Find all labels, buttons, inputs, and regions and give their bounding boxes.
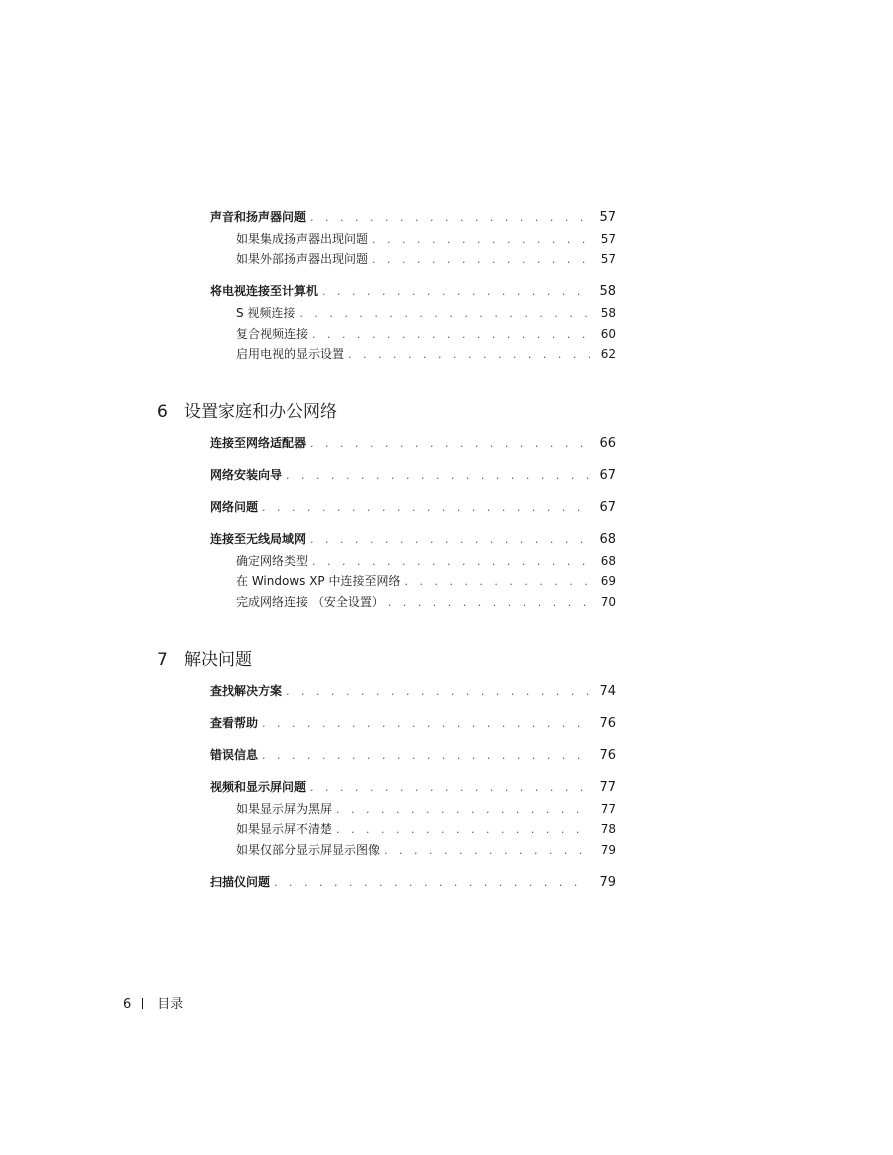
chapter-heading[interactable]: [157, 645, 252, 670]
page-number: 70: [600, 595, 616, 609]
leader-dots: [299, 307, 590, 320]
page-number: 57: [600, 232, 616, 246]
chapter-title: 设置家庭和办公网络: [184, 402, 337, 422]
entry-label: S 视频连接: [236, 306, 296, 320]
footer-divider: [142, 998, 143, 1009]
leader-dots: [336, 823, 590, 836]
page-footer: [123, 993, 183, 1012]
toc-section-entry[interactable]: [210, 778, 616, 795]
chapter-title: 解决问题: [184, 650, 252, 670]
entry-label: 网络安装向导: [210, 468, 283, 482]
toc-subsection-entry[interactable]: [236, 304, 616, 321]
entry-label: 如果显示屏为黑屏: [236, 802, 333, 816]
leader-dots: [262, 501, 590, 514]
chapter-number: 6: [157, 402, 168, 422]
leader-dots: [310, 437, 590, 450]
entry-label: 查找解决方案: [210, 684, 283, 698]
toc-section-entry[interactable]: [210, 282, 616, 299]
footer-section-title: 目录: [157, 997, 184, 1012]
entry-label: 确定网络类型: [236, 554, 309, 568]
page-number: 57: [600, 252, 616, 266]
entry-label: 连接至网络适配器: [210, 436, 307, 450]
toc-subsection-entry[interactable]: [236, 250, 616, 267]
leader-dots: [372, 253, 590, 266]
toc-section-entry[interactable]: [210, 498, 616, 515]
page-number: 57: [599, 210, 616, 225]
page-number: 68: [599, 532, 616, 547]
page-number: 76: [599, 716, 616, 731]
toc-section-entry[interactable]: [210, 434, 616, 451]
toc-subsection-entry[interactable]: [236, 325, 616, 342]
footer-page-number: 6: [123, 997, 132, 1012]
page-number: 76: [599, 748, 616, 763]
leader-dots: [286, 685, 590, 698]
page-number: 67: [599, 500, 616, 515]
entry-label: 在 Windows XP 中连接至网络: [236, 574, 401, 588]
leader-dots: [384, 844, 590, 857]
toc-section-entry[interactable]: [210, 208, 616, 225]
entry-label: 复合视频连接: [236, 327, 309, 341]
entry-label: 如果仅部分显示屏显示图像: [236, 843, 381, 857]
toc-subsection-entry[interactable]: [236, 345, 616, 362]
entry-label: 查看帮助: [210, 716, 259, 730]
entry-label: 网络问题: [210, 500, 259, 514]
toc-subsection-entry[interactable]: [236, 230, 616, 247]
page-number: 58: [600, 306, 616, 320]
leader-dots: [388, 596, 590, 609]
toc-subsection-entry[interactable]: [236, 593, 616, 610]
toc-subsection-entry[interactable]: [236, 820, 616, 837]
page-number: 79: [599, 875, 616, 890]
entry-label: 将电视连接至计算机: [210, 284, 319, 298]
entry-label: 如果集成扬声器出现问题: [236, 232, 369, 246]
entry-label: 视频和显示屏问题: [210, 780, 307, 794]
page-number: 60: [600, 327, 616, 341]
entry-label: 启用电视的显示设置: [236, 347, 345, 361]
toc-subsection-entry[interactable]: [236, 800, 616, 817]
page-number: 74: [599, 684, 616, 699]
leader-dots: [274, 876, 590, 889]
page-number: 58: [599, 284, 616, 299]
chapter-heading[interactable]: [157, 397, 337, 422]
toc-section-entry[interactable]: [210, 714, 616, 731]
page-number: 69: [600, 574, 616, 588]
toc-section-entry[interactable]: [210, 873, 616, 890]
leader-dots: [286, 469, 590, 482]
page-number: 68: [600, 554, 616, 568]
leader-dots: [310, 211, 590, 224]
leader-dots: [312, 328, 590, 341]
toc-subsection-entry[interactable]: [236, 572, 616, 589]
page-number: 78: [600, 822, 616, 836]
leader-dots: [372, 233, 590, 246]
leader-dots: [404, 575, 590, 588]
toc-section-entry[interactable]: [210, 746, 616, 763]
entry-label: 如果外部扬声器出现问题: [236, 252, 369, 266]
page-number: 67: [599, 468, 616, 483]
leader-dots: [322, 285, 590, 298]
entry-label: 错误信息: [210, 748, 259, 762]
entry-label: 声音和扬声器问题: [210, 210, 307, 224]
leader-dots: [336, 803, 590, 816]
page-number: 77: [600, 802, 616, 816]
page-number: 66: [599, 436, 616, 451]
leader-dots: [262, 717, 590, 730]
entry-label: 连接至无线局域网: [210, 532, 307, 546]
toc-section-entry[interactable]: [210, 466, 616, 483]
page-number: 79: [600, 843, 616, 857]
toc-subsection-entry[interactable]: [236, 841, 616, 858]
leader-dots: [262, 749, 590, 762]
leader-dots: [310, 533, 590, 546]
entry-label: 完成网络连接 （安全设置）: [236, 595, 384, 609]
toc-section-entry[interactable]: [210, 530, 616, 547]
toc-section-entry[interactable]: [210, 682, 616, 699]
leader-dots: [348, 348, 590, 361]
toc-subsection-entry[interactable]: [236, 552, 616, 569]
page-number: 62: [600, 347, 616, 361]
leader-dots: [310, 781, 590, 794]
page-number: 77: [599, 780, 616, 795]
chapter-number: 7: [157, 650, 168, 670]
leader-dots: [312, 555, 590, 568]
entry-label: 扫描仪问题: [210, 875, 271, 889]
entry-label: 如果显示屏不清楚: [236, 822, 333, 836]
